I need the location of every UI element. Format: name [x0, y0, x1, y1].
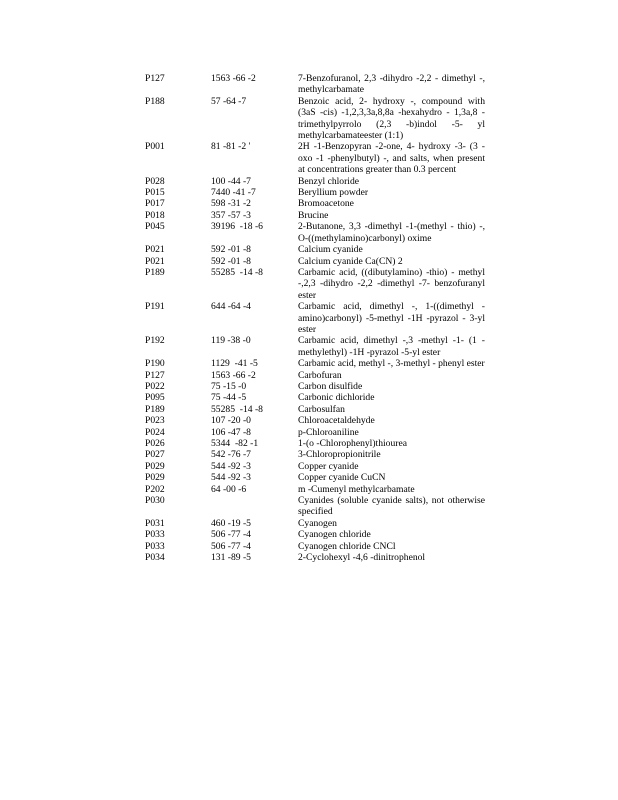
cas-number: 119 -38 -0 — [211, 335, 251, 347]
cas-number: 542 -76 -7 — [211, 449, 251, 461]
table-row — [145, 381, 485, 392]
table-row — [145, 358, 485, 369]
table-row — [145, 267, 485, 301]
substance-name: Carbon disulfide — [298, 380, 363, 392]
substance-name: 7-Benzofuranol, 2,3 -dihydro -2,2 - dimethyl -, methylcarbamate — [298, 73, 485, 96]
waste-code: P033 — [145, 529, 165, 541]
table-row — [145, 141, 485, 175]
substance-name: Bromoacetone — [298, 198, 354, 210]
table-row — [145, 96, 485, 142]
waste-code: P188 — [145, 95, 165, 107]
substance-name: Copper cyanide — [298, 460, 359, 472]
cas-number: 75 -15 -0 — [211, 380, 247, 392]
cas-number: 592 -01 -8 — [211, 255, 251, 267]
cas-number: 644 -64 -4 — [211, 301, 251, 313]
waste-code: P017 — [145, 198, 165, 210]
substance-name: Cyanides (soluble cyanide salts), not otherwise specified — [298, 495, 485, 518]
substance-name: Cyanogen — [298, 517, 337, 529]
waste-code: P033 — [145, 540, 165, 552]
table-row — [145, 472, 485, 483]
waste-code: P022 — [145, 380, 165, 392]
substance-name: Brucine — [298, 209, 329, 221]
table-row — [145, 392, 485, 403]
waste-code: P127 — [145, 73, 165, 84]
waste-code: P045 — [145, 221, 165, 233]
substance-name: p-Chloroaniline — [298, 426, 359, 438]
waste-code: P001 — [145, 141, 165, 153]
table-row — [145, 484, 485, 495]
substance-name: Chloroacetaldehyde — [298, 415, 375, 427]
cas-number: 100 -44 -7 — [211, 175, 251, 187]
table-row — [145, 495, 485, 518]
waste-code: P030 — [145, 495, 165, 507]
cas-number: 55285 -14 -8 — [211, 266, 263, 278]
table-row — [145, 427, 485, 438]
table-row — [145, 198, 485, 209]
table-row — [145, 552, 485, 563]
substance-name: Calcium cyanide — [298, 244, 363, 256]
waste-code: P031 — [145, 517, 165, 529]
substance-name: Carbonic dichloride — [298, 392, 375, 404]
cas-number: 106 -47 -8 — [211, 426, 251, 438]
cas-number: 357 -57 -3 — [211, 209, 251, 221]
substance-name: Copper cyanide CuCN — [298, 472, 386, 484]
waste-code: P191 — [145, 301, 165, 313]
table-row — [145, 529, 485, 540]
hazardous-waste-table — [145, 73, 485, 563]
substance-name: Benzyl chloride — [298, 175, 360, 187]
waste-code: P190 — [145, 358, 165, 370]
waste-code: P026 — [145, 438, 165, 449]
cas-number: 75 -44 -5 — [211, 392, 247, 404]
cas-number: 57 -64 -7 — [211, 95, 247, 107]
waste-code: P202 — [145, 483, 165, 495]
substance-name: Benzoic acid, 2- hydroxy -, compound with (3aS -cis) -1,2,3,3a,8,8a -hexahydro - 1,3a,8 -trimethylpyrrolo (2,3 -b)indol -5- yl methylcarbamateester (1:1) — [298, 95, 485, 142]
table-row — [145, 187, 485, 198]
substance-name: 2-Cyclohexyl -4,6 -dinitrophenol — [298, 552, 426, 564]
substance-name: m -Cumenyl methylcarbamate — [298, 483, 415, 495]
waste-code: P021 — [145, 244, 165, 256]
cas-number: 592 -01 -8 — [211, 244, 251, 256]
cas-number: 64 -00 -6 — [211, 483, 247, 495]
waste-code: P029 — [145, 460, 165, 472]
table-row — [145, 221, 485, 244]
cas-number — [211, 495, 298, 518]
cas-number: 506 -77 -4 — [211, 540, 251, 552]
cas-number: 107 -20 -0 — [211, 415, 251, 427]
waste-code: P189 — [145, 266, 165, 278]
table-row — [145, 335, 485, 358]
cas-number: 544 -92 -3 — [211, 460, 251, 472]
substance-name: Beryllium powder — [298, 187, 369, 199]
substance-name: Carbamic acid, dimethyl -,3 -methyl -1- (1 -methylethyl) -1H -pyrazol -5-yl ester — [298, 335, 485, 358]
substance-name: Cyanogen chloride — [298, 529, 371, 541]
table-row — [145, 73, 485, 96]
waste-code: P034 — [145, 552, 165, 564]
table-row — [145, 541, 485, 552]
table-row — [145, 449, 485, 460]
waste-code: P192 — [145, 335, 165, 347]
substance-name: Carbosulfan — [298, 403, 345, 415]
table-row — [145, 518, 485, 529]
table-row — [145, 256, 485, 267]
substance-name: Cyanogen chloride CNCl — [298, 540, 396, 552]
waste-code: P023 — [145, 415, 165, 427]
cas-number: 460 -19 -5 — [211, 517, 251, 529]
waste-code: P015 — [145, 187, 165, 199]
table-row — [145, 301, 485, 335]
waste-code: P095 — [145, 392, 165, 404]
cas-number: 506 -77 -4 — [211, 529, 251, 541]
substance-name: Carbamic acid, dimethyl -, 1-((dimethyl - amino)carbonyl) -5-methyl -1H -pyrazol - 3-yl ester — [298, 301, 485, 335]
substance-name: 3-Chloropropionitrile — [298, 449, 381, 461]
substance-name: Calcium cyanide Ca(CN) 2 — [298, 255, 403, 267]
cas-number: 7440 -41 -7 — [211, 187, 256, 199]
table-row — [145, 415, 485, 426]
cas-number: 1563 -66 -2 — [211, 73, 256, 84]
waste-code: P127 — [145, 369, 165, 381]
substance-name: Carbamic acid, ((dibutylamino) -thio) - methyl -,2,3 -dihydro -2,2 -dimethyl -7- benzofuranyl ester — [298, 266, 485, 301]
cas-number: 544 -92 -3 — [211, 472, 251, 484]
cas-number: 39196 -18 -6 — [211, 221, 263, 233]
waste-code: P018 — [145, 209, 165, 221]
substance-name: 2H -1-Benzopyran -2-one, 4- hydroxy -3- (3 -oxo -1 -phenylbutyl) -, and salts, when present at concentrations greater than 0.3 percent — [298, 141, 485, 176]
cas-number: 598 -31 -2 — [211, 198, 251, 210]
waste-code: P189 — [145, 403, 165, 415]
table-row — [145, 461, 485, 472]
table-row — [145, 370, 485, 381]
waste-code: P024 — [145, 426, 165, 438]
waste-code: P028 — [145, 175, 165, 187]
table-row — [145, 244, 485, 255]
cas-number: 81 -81 -2 ' — [211, 141, 251, 153]
cas-number: 1129 -41 -5 — [211, 358, 258, 370]
table-row — [145, 176, 485, 187]
waste-code: P021 — [145, 255, 165, 267]
cas-number: 1563 -66 -2 — [211, 369, 256, 381]
cas-number: 55285 -14 -8 — [211, 403, 263, 415]
table-row — [145, 210, 485, 221]
table-row — [145, 438, 485, 449]
substance-name: 2-Butanone, 3,3 -dimethyl -1-(methyl - thio) -, O-((methylamino)carbonyl) oxime — [298, 221, 485, 244]
substance-name: 1-(o -Chlorophenyl)thiourea — [298, 438, 407, 449]
waste-code: P029 — [145, 472, 165, 484]
table-row — [145, 404, 485, 415]
substance-name: Carbamic acid, methyl -, 3-methyl - phenyl ester — [298, 358, 485, 370]
waste-code: P027 — [145, 449, 165, 461]
cas-number: 131 -89 -5 — [211, 552, 251, 564]
substance-name: Carbofuran — [298, 369, 342, 381]
cas-number: 5344 -82 -1 — [211, 438, 259, 449]
